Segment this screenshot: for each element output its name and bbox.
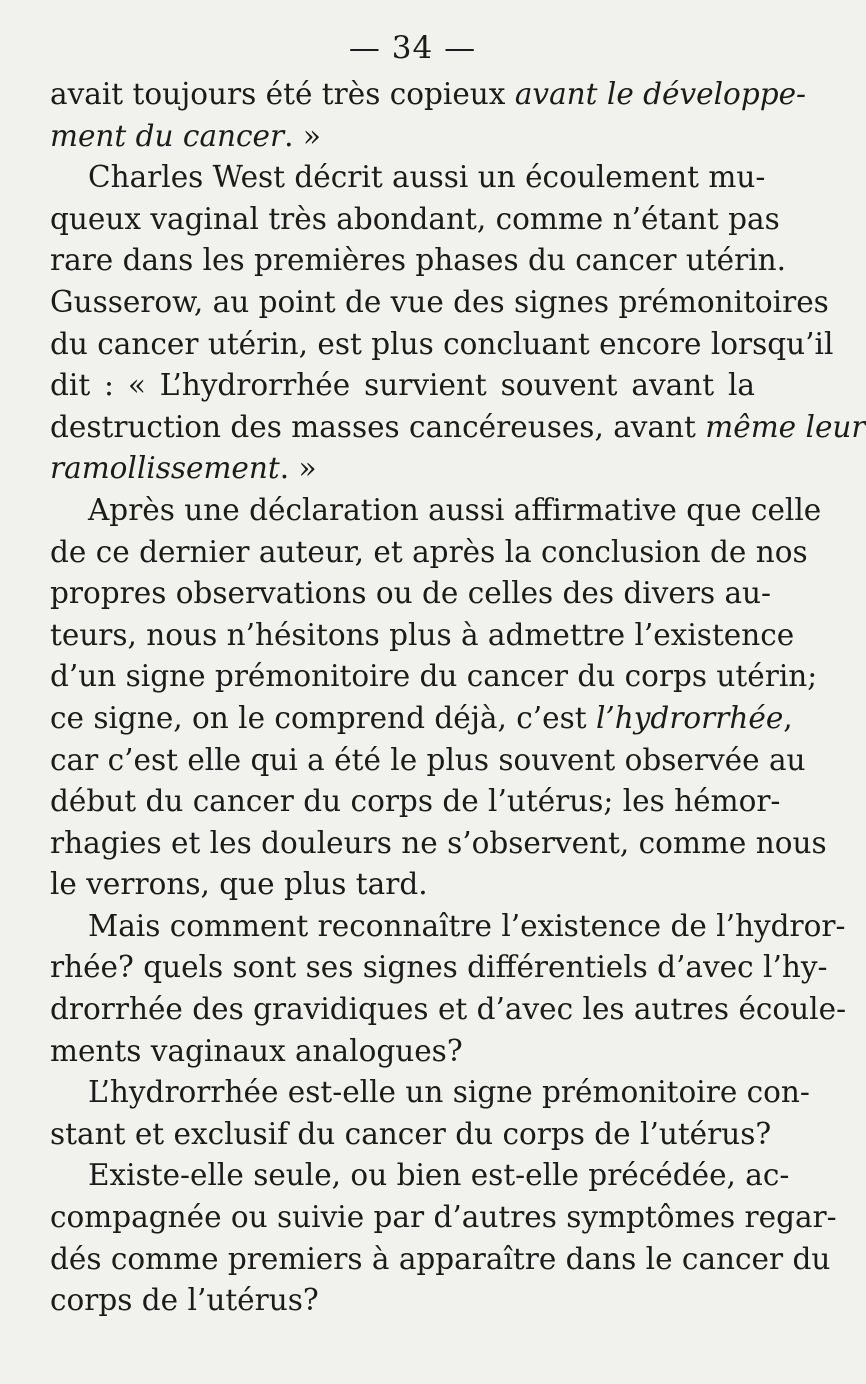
paragraph xyxy=(50,906,847,1072)
text-run: début du cancer du corps de l’utérus; les hémor- xyxy=(50,784,781,819)
text-line xyxy=(50,989,847,1031)
italic-run: même leur xyxy=(705,409,866,444)
text-line xyxy=(50,407,866,449)
italic-run: l’hydrorrhée xyxy=(595,700,784,735)
text-line xyxy=(50,365,755,407)
text-line xyxy=(50,781,781,823)
text-run: stant et exclusif du cancer du corps de l’utérus? xyxy=(50,1116,772,1151)
text-run: L’hydrorrhée est-elle un signe prémonitoire con- xyxy=(88,1075,810,1110)
text-run: Existe-elle seule, ou bien est-elle précédée, ac- xyxy=(88,1158,790,1193)
text-run: dés comme premiers à apparaître dans le cancer du xyxy=(50,1241,831,1276)
paragraph xyxy=(50,490,827,906)
text-run: rare dans les premières phases du cancer utérin. xyxy=(50,243,787,278)
text-run: avait toujours été très copieux xyxy=(50,77,515,111)
text-line xyxy=(50,698,793,740)
text-line xyxy=(50,823,827,865)
text-line xyxy=(50,1280,755,1322)
text-line xyxy=(50,656,818,698)
text-run: . » xyxy=(279,451,317,486)
text-run: destruction des masses cancéreuses, avant xyxy=(50,409,706,444)
text-run: le verrons, que plus tard. xyxy=(50,867,428,902)
italic-run: ramollissement xyxy=(50,451,280,486)
text-line xyxy=(50,157,766,199)
text-run: Après une déclaration aussi affirmative que celle xyxy=(88,492,822,527)
text-run: ce signe, on le comprend déjà, c’est xyxy=(50,700,596,735)
text-line xyxy=(50,1114,772,1156)
page-number: — 34 — xyxy=(348,30,477,66)
text-line xyxy=(50,532,808,574)
text-line xyxy=(50,1197,837,1239)
text-line xyxy=(50,947,828,989)
text-line xyxy=(50,240,787,282)
text-run: Mais comment reconnaître l’existence de l’hydror- xyxy=(88,908,846,943)
text-line xyxy=(50,615,795,657)
text-run: teurs, nous n’hésitons plus à admettre l’existence xyxy=(50,617,795,652)
text-run: car c’est elle qui a été le plus souvent observée au xyxy=(50,742,806,777)
text-line xyxy=(50,573,772,615)
text-run: de ce dernier auteur, et après la conclusion de nos xyxy=(50,534,808,569)
paragraph xyxy=(50,157,866,490)
text-run: drorrhée des gravidiques et d’avec les autres écoule- xyxy=(50,992,847,1027)
text-run: . » xyxy=(284,118,321,153)
text-run: queux vaginal très abondant, comme n’étant pas xyxy=(50,201,780,236)
text-run: propres observations ou de celles des divers au- xyxy=(50,576,772,611)
text-body xyxy=(50,74,866,1322)
italic-run: ment du cancer xyxy=(50,118,285,153)
text-run: Gusserow, au point de vue des signes prémonitoires xyxy=(50,284,829,319)
text-line xyxy=(50,1031,755,1073)
text-line xyxy=(50,490,822,532)
text-run: corps de l’utérus? xyxy=(50,1283,319,1318)
text-run: Charles West décrit aussi un écoulement mu- xyxy=(88,160,766,195)
text-run: rhée? quels sont ses signes différentiels d’avec l’hy- xyxy=(50,950,828,985)
text-line xyxy=(50,324,834,366)
text-line xyxy=(50,906,846,948)
italic-run: avant le développe- xyxy=(514,77,807,111)
text-run: ments vaginaux analogues? xyxy=(50,1033,463,1068)
text-run: compagnée ou suivie par d’autres symptômes regar- xyxy=(50,1200,837,1235)
text-line xyxy=(50,282,829,324)
paragraph xyxy=(50,1155,837,1321)
text-line xyxy=(50,740,806,782)
text-line xyxy=(50,1239,831,1281)
text-run: rhagies et les douleurs ne s’observent, comme nous xyxy=(50,825,827,860)
text-line xyxy=(50,74,807,116)
text-run: dit : « L’hydrorrhée survient souvent avant la xyxy=(50,368,755,403)
text-run: du cancer utérin, est plus concluant encore lorsqu’il xyxy=(50,326,834,361)
text-line xyxy=(50,448,755,490)
page-body xyxy=(50,28,866,1322)
paragraph xyxy=(50,1072,810,1155)
text-line xyxy=(50,116,755,158)
text-run: , xyxy=(783,700,793,735)
paragraph xyxy=(50,74,807,157)
text-run: d’un signe prémonitoire du cancer du corps utérin; xyxy=(50,659,818,694)
text-line xyxy=(50,864,755,906)
text-line xyxy=(50,1155,790,1197)
text-line xyxy=(50,199,780,241)
text-line xyxy=(50,1072,810,1114)
